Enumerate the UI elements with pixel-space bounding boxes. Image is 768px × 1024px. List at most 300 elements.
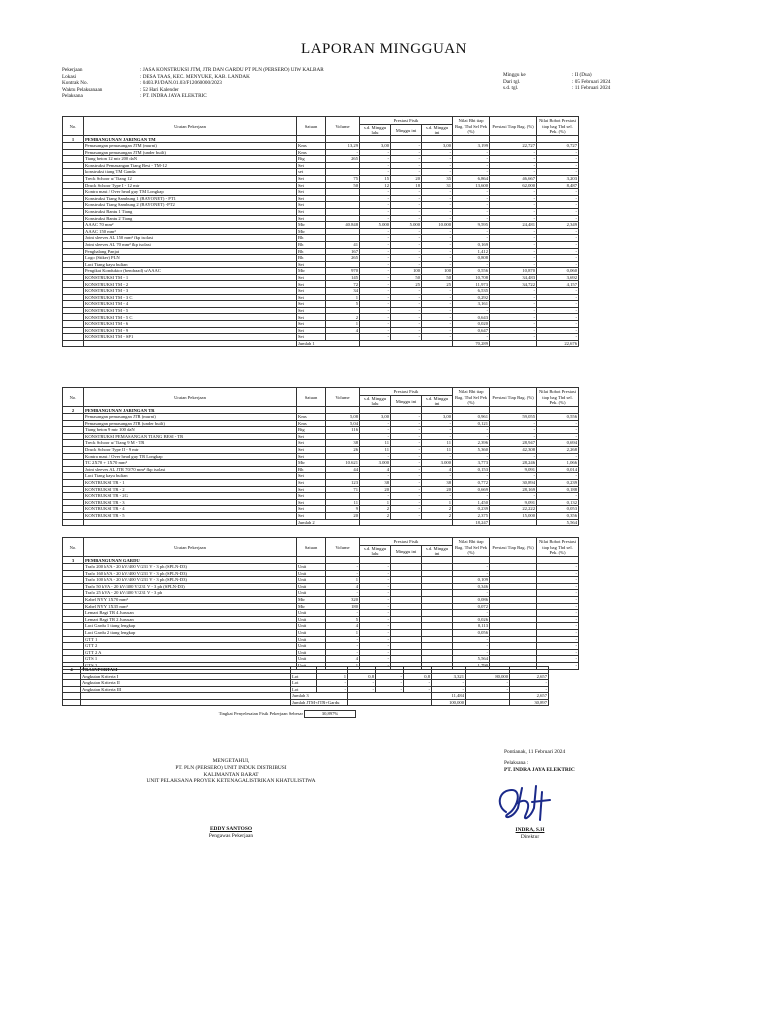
item-description: KONSTRUKSI TM - 9 bbox=[84, 327, 297, 334]
nilai-bobot: 0,694 bbox=[537, 440, 579, 447]
section-number: 2 bbox=[63, 407, 84, 414]
item-volume: 1 bbox=[326, 577, 360, 584]
executor-company: PT. INDRA JAYA ELEKTRIC bbox=[504, 766, 575, 773]
item-volume bbox=[326, 473, 360, 480]
sd-minggu-ini bbox=[422, 590, 453, 597]
table-row bbox=[63, 493, 579, 500]
nilai-bbt: - bbox=[453, 636, 490, 643]
prestasi-bag bbox=[490, 623, 537, 630]
section-title: PEMBANGUNAN JARINGAN TM bbox=[84, 136, 297, 143]
sd-minggu-lalu: - bbox=[360, 583, 391, 590]
item-unit: Set bbox=[297, 215, 326, 222]
row-no bbox=[63, 616, 84, 623]
empty-cell bbox=[490, 340, 537, 346]
nilai-bobot: - bbox=[537, 583, 579, 590]
prestasi-bag: - bbox=[490, 493, 537, 500]
item-unit: Unit bbox=[297, 590, 326, 597]
minggu-ini: 50 bbox=[391, 274, 422, 281]
item-description: Joint sleeves AL JTR 70/70 mm² fkp isolasi bbox=[84, 466, 297, 473]
nilai-bbt: 0,026 bbox=[453, 616, 490, 623]
empty-cell bbox=[291, 667, 317, 674]
item-unit: Unit bbox=[297, 649, 326, 656]
prestasi-bag bbox=[490, 603, 537, 610]
info-label: Kontrak No. bbox=[62, 80, 88, 87]
prestasi-bag bbox=[490, 643, 537, 650]
section-total-nilai: 18,247 bbox=[453, 519, 490, 525]
col-satuan-header: Satuan bbox=[297, 117, 326, 136]
table-row bbox=[63, 590, 579, 597]
signature-left-name-block bbox=[66, 826, 396, 840]
signature-left-line: UNIT PELAKSANA PROYEK KETENAGALISTRIKAN KHATULISTIWA bbox=[146, 778, 316, 785]
row-no bbox=[63, 686, 81, 693]
info-value: : 0403.PJ/DAN.01.03/F12060000/2023 bbox=[140, 80, 222, 87]
item-unit: Set bbox=[297, 440, 326, 447]
prestasi-bag bbox=[490, 564, 537, 571]
empty-cell bbox=[466, 699, 510, 705]
sd-minggu-lalu: - bbox=[360, 649, 391, 656]
col-nilai-bbt-header: Nilai Bbt tiap Bag. Thd Sel Pek (%) bbox=[453, 538, 490, 557]
col-volume-header: Volume bbox=[326, 388, 360, 407]
sd-minggu-lalu: - bbox=[360, 215, 391, 222]
item-description: GTS 1 bbox=[84, 656, 297, 663]
info-left-values bbox=[140, 67, 324, 100]
place-date: Pontianak, 11 Februari 2024 bbox=[504, 749, 566, 755]
sd-minggu-lalu: 0,8 bbox=[348, 673, 376, 680]
minggu-ini: - bbox=[391, 427, 422, 434]
empty-cell bbox=[510, 667, 549, 674]
row-no bbox=[63, 261, 84, 268]
empty-cell bbox=[391, 136, 422, 143]
nilai-bobot: - bbox=[537, 570, 579, 577]
nilai-bobot: - bbox=[537, 427, 579, 434]
item-volume: 4 bbox=[326, 583, 360, 590]
minggu-ini: - bbox=[391, 414, 422, 421]
section-total-row bbox=[63, 340, 579, 346]
sd-minggu-lalu: - bbox=[360, 493, 391, 500]
info-value: : PT. INDRA JAYA ELEKTRIC bbox=[140, 93, 207, 100]
nilai-bobot: - bbox=[537, 473, 579, 480]
row-no bbox=[63, 623, 84, 630]
table-row bbox=[63, 420, 579, 427]
prestasi-bag: - bbox=[490, 189, 537, 196]
minggu-ini: - bbox=[391, 440, 422, 447]
table-row bbox=[63, 486, 579, 493]
row-no bbox=[63, 656, 84, 663]
item-description: KONSTRUKSI TM - 3 C bbox=[84, 294, 297, 301]
nilai-bobot: - bbox=[537, 453, 579, 460]
prestasi-bag: 46,667 bbox=[490, 175, 537, 182]
item-unit: Kms bbox=[297, 420, 326, 427]
nilai-bbt: - bbox=[453, 590, 490, 597]
nilai-bobot: - bbox=[537, 603, 579, 610]
item-unit: Mtr bbox=[297, 268, 326, 275]
sd-minggu-lalu: 3,00 bbox=[360, 143, 391, 150]
table-header-row bbox=[63, 538, 579, 546]
nilai-bbt: 0,808 bbox=[453, 255, 490, 262]
info-value: : JASA KONSTRUKSI JTM, JTR DAN GARDU PT PLN (PERSERO) UIW KALBAR bbox=[140, 67, 324, 73]
row-no bbox=[63, 673, 81, 680]
minggu-ini: - bbox=[391, 499, 422, 506]
empty-cell bbox=[63, 519, 84, 525]
item-volume bbox=[326, 433, 360, 440]
prestasi-bag: 28,947 bbox=[490, 440, 537, 447]
item-description: KONSTRUKSI TM - 5 bbox=[84, 307, 297, 314]
col-nilai-bbt-header: Nilai Bbt tiap Bag. Thd Sel Pek (%) bbox=[453, 117, 490, 136]
item-volume: 20 bbox=[326, 512, 360, 519]
table-row bbox=[63, 623, 579, 630]
section-title-row bbox=[63, 557, 579, 564]
info-value: : DESA TAAS, KEC. MENYUKE, KAB. LANDAK bbox=[140, 73, 250, 80]
item-volume: 970 bbox=[326, 268, 360, 275]
nilai-bbt: 6,864 bbox=[453, 175, 490, 182]
nilai-bobot: - bbox=[537, 195, 579, 202]
sd-minggu-lalu: 3,00 bbox=[360, 414, 391, 421]
minggu-ini: - bbox=[391, 248, 422, 255]
item-volume: 38 bbox=[326, 440, 360, 447]
report-title: LAPORAN MINGGUAN bbox=[301, 41, 467, 57]
item-description: Trafo 50 kVA - 20 kV/400 V/231 V - 3 ph (SPLN-D3) bbox=[84, 583, 297, 590]
sd-minggu-lalu: - bbox=[360, 564, 391, 571]
row-no bbox=[63, 301, 84, 308]
nilai-bobot: 0,356 bbox=[537, 512, 579, 519]
sd-minggu-ini bbox=[422, 656, 453, 663]
item-description: Konstruksi Tiang Sambung 2 (BAYONET) -PT2 bbox=[84, 202, 297, 209]
sd-minggu-ini: - bbox=[422, 288, 453, 295]
empty-cell bbox=[537, 557, 579, 564]
col-nilai-bbt-header: Nilai Bbt tiap Bag. Thd Sel Pek (%) bbox=[453, 388, 490, 407]
nilai-bbt: 0,121 bbox=[453, 420, 490, 427]
item-volume: 1 bbox=[326, 662, 360, 669]
nilai-bobot: 0,014 bbox=[537, 466, 579, 473]
sd-minggu-ini: - bbox=[422, 493, 453, 500]
item-description: AAAC 150 mm² bbox=[84, 228, 297, 235]
nilai-bobot: - bbox=[537, 156, 579, 163]
table-row bbox=[63, 175, 579, 182]
prestasi-bag: - bbox=[490, 235, 537, 242]
col-prestasi-bag-header: Prestasi Tiap Bag. (%) bbox=[490, 538, 537, 557]
item-unit: Kms bbox=[297, 143, 326, 150]
nilai-bobot: - bbox=[537, 610, 579, 617]
info-label: Lokasi bbox=[62, 73, 77, 80]
prestasi-bag: - bbox=[490, 288, 537, 295]
item-volume bbox=[326, 215, 360, 222]
minggu-ini: - bbox=[391, 149, 422, 156]
minggu-ini bbox=[391, 610, 422, 617]
prestasi-bag: 9,091 bbox=[490, 499, 537, 506]
nilai-bobot: - bbox=[537, 643, 579, 650]
table-row bbox=[63, 149, 579, 156]
nilai-bbt: - bbox=[453, 169, 490, 176]
item-volume: 9 bbox=[326, 506, 360, 513]
nilai-bbt: - bbox=[453, 208, 490, 215]
item-description: Konstruksi Bantu 1 Tiang bbox=[84, 208, 297, 215]
item-unit: Set bbox=[297, 499, 326, 506]
item-volume: 1 bbox=[326, 629, 360, 636]
completion-label: Tingkat Penyelesaian Fisik Pekerjaan Sebesar bbox=[218, 711, 303, 717]
info-value: : II (Dua) bbox=[572, 72, 592, 78]
item-unit: Unit bbox=[297, 656, 326, 663]
prestasi-bag: - bbox=[490, 255, 537, 262]
table-row bbox=[63, 169, 579, 176]
row-no bbox=[63, 577, 84, 584]
sd-minggu-ini: - bbox=[422, 453, 453, 460]
table-row bbox=[63, 636, 579, 643]
item-description: Penghalang Panjat bbox=[84, 248, 297, 255]
nilai-bbt: - bbox=[453, 162, 490, 169]
row-no bbox=[63, 506, 84, 513]
sd-minggu-ini bbox=[422, 636, 453, 643]
row-no bbox=[63, 460, 84, 467]
minggu-ini: - bbox=[391, 479, 422, 486]
prestasi-bag: - bbox=[490, 248, 537, 255]
item-unit: Set bbox=[297, 208, 326, 215]
sd-minggu-lalu: 12 bbox=[360, 182, 391, 189]
prestasi-bag bbox=[490, 583, 537, 590]
executor-label: Pelaksana : bbox=[504, 759, 529, 766]
empty-cell bbox=[297, 557, 326, 564]
prestasi-bag: 59,055 bbox=[490, 414, 537, 421]
nilai-bbt: - bbox=[453, 149, 490, 156]
sd-minggu-ini: 100 bbox=[422, 268, 453, 275]
item-description: Pemasangan pemasangan JTM (murni) bbox=[84, 143, 297, 150]
nilai-bobot: - bbox=[510, 680, 549, 687]
col-sd-minggu-lalu-header: s.d. Minggu lalu bbox=[360, 125, 391, 136]
table-row bbox=[63, 616, 579, 623]
item-unit: Set bbox=[297, 195, 326, 202]
sd-minggu-ini: 38 bbox=[422, 479, 453, 486]
table-row bbox=[63, 649, 579, 656]
col-prestasi-bag-header: Prestasi Tiap Bag. (%) bbox=[490, 117, 537, 136]
table-row bbox=[63, 215, 579, 222]
col-prestasi-fisik-header: Prestasi Fisik bbox=[360, 538, 453, 546]
item-volume: 10.621 bbox=[326, 460, 360, 467]
sd-minggu-lalu: - bbox=[360, 162, 391, 169]
minggu-ini bbox=[391, 577, 422, 584]
nilai-bobot: - bbox=[537, 169, 579, 176]
sd-minggu-ini: 2 bbox=[422, 512, 453, 519]
empty-cell bbox=[360, 557, 391, 564]
nilai-bobot: - bbox=[537, 656, 579, 663]
minggu-ini: - bbox=[376, 673, 404, 680]
nilai-bbt: 0,669 bbox=[453, 486, 490, 493]
empty-cell bbox=[422, 136, 453, 143]
table-row bbox=[63, 261, 579, 268]
nilai-bobot: - bbox=[537, 623, 579, 630]
item-volume: 5 bbox=[326, 616, 360, 623]
item-volume: 4 bbox=[326, 656, 360, 663]
sd-minggu-lalu: - bbox=[360, 334, 391, 341]
info-label: Pekerjaan bbox=[62, 67, 83, 73]
minggu-ini: - bbox=[391, 228, 422, 235]
row-no bbox=[63, 248, 84, 255]
signature-right-block bbox=[504, 749, 575, 773]
item-volume: 116 bbox=[326, 427, 360, 434]
nilai-bbt: 13,600 bbox=[453, 182, 490, 189]
empty-cell bbox=[432, 667, 466, 674]
item-description: Pemasangan pemasangan JTM (under built) bbox=[84, 149, 297, 156]
item-description: Logo (Stiker) PLN bbox=[84, 255, 297, 262]
sd-minggu-lalu: - bbox=[360, 156, 391, 163]
empty-cell bbox=[422, 407, 453, 414]
prestasi-bag: - bbox=[490, 420, 537, 427]
table-row bbox=[63, 603, 579, 610]
table-row bbox=[63, 643, 579, 650]
prestasi-bag: 34,722 bbox=[490, 281, 537, 288]
info-label: s.d. tgl. bbox=[503, 85, 519, 92]
table-row bbox=[63, 596, 579, 603]
minggu-ini bbox=[391, 636, 422, 643]
sd-minggu-lalu: - bbox=[360, 643, 391, 650]
table-row bbox=[63, 301, 579, 308]
minggu-ini bbox=[391, 629, 422, 636]
nilai-bobot: - bbox=[537, 202, 579, 209]
nilai-bobot: 4,157 bbox=[537, 281, 579, 288]
item-unit: Kms bbox=[297, 414, 326, 421]
table-row bbox=[63, 564, 579, 571]
sd-minggu-ini: - bbox=[422, 241, 453, 248]
row-no bbox=[63, 499, 84, 506]
nilai-bbt: 5,360 bbox=[453, 446, 490, 453]
nilai-bbt: - bbox=[453, 427, 490, 434]
nilai-bbt: 2,396 bbox=[453, 440, 490, 447]
col-prestasi-fisik-header: Prestasi Fisik bbox=[360, 388, 453, 396]
nilai-bobot: 0,556 bbox=[537, 414, 579, 421]
sd-minggu-lalu: - bbox=[360, 202, 391, 209]
sd-minggu-ini: - bbox=[422, 255, 453, 262]
item-unit: Lot bbox=[291, 680, 317, 687]
item-description: Trafo 25 kVA - 20 kV/400 V/231 V - 3 ph bbox=[84, 590, 297, 597]
sd-minggu-lalu: - bbox=[360, 288, 391, 295]
nilai-bobot: - bbox=[537, 629, 579, 636]
nilai-bobot: 2,657 bbox=[510, 673, 549, 680]
item-volume: - bbox=[326, 636, 360, 643]
section-4-table bbox=[62, 666, 549, 706]
nilai-bobot: - bbox=[537, 334, 579, 341]
minggu-ini bbox=[391, 649, 422, 656]
item-description: Trafo 160 kVA - 20 kV/400 V/231 V - 3 ph (SPLN-D3) bbox=[84, 570, 297, 577]
table-row bbox=[63, 281, 579, 288]
signer-right-name: INDRA, S.H bbox=[515, 827, 545, 833]
table-header-row bbox=[63, 117, 579, 125]
nilai-bobot: 3,692 bbox=[537, 274, 579, 281]
nilai-bbt: 3,321 bbox=[432, 673, 466, 680]
sd-minggu-lalu: 20 bbox=[360, 486, 391, 493]
minggu-ini bbox=[391, 596, 422, 603]
item-description: KONSTRUKSI TM - 1 bbox=[84, 274, 297, 281]
item-description: Kabel NYY 1X35 mm² bbox=[84, 603, 297, 610]
section-total-nilai: 11,484 bbox=[432, 693, 466, 699]
nilai-bbt: 0,056 bbox=[453, 629, 490, 636]
minggu-ini: - bbox=[391, 460, 422, 467]
table-row bbox=[63, 268, 579, 275]
item-unit: Unit bbox=[297, 570, 326, 577]
section-3-table bbox=[62, 537, 579, 670]
nilai-bobot: - bbox=[537, 228, 579, 235]
item-unit: Bh bbox=[297, 255, 326, 262]
prestasi-bag: - bbox=[466, 680, 510, 687]
nilai-bobot: - bbox=[537, 162, 579, 169]
empty-cell bbox=[326, 557, 360, 564]
col-uraian-header: Uraian Pekerjaan bbox=[84, 538, 297, 557]
item-description: Konstruksi Pemasangan Tiang Besi - TM-12 bbox=[84, 162, 297, 169]
nilai-bobot: - bbox=[537, 420, 579, 427]
empty-cell bbox=[404, 667, 432, 674]
row-no bbox=[63, 479, 84, 486]
nilai-bobot: - bbox=[537, 433, 579, 440]
row-no bbox=[63, 281, 84, 288]
item-unit: Unit bbox=[297, 629, 326, 636]
item-unit: Bh bbox=[297, 248, 326, 255]
item-unit: Set bbox=[297, 175, 326, 182]
item-description: KONTRUKSI TR - 1 bbox=[84, 479, 297, 486]
sd-minggu-lalu: 11 bbox=[360, 440, 391, 447]
prestasi-bag: - bbox=[490, 228, 537, 235]
item-volume: 320 bbox=[326, 596, 360, 603]
grand-total-nilai: 100,000 bbox=[432, 699, 466, 705]
col-minggu-ini-header: Minggu ini bbox=[391, 546, 422, 557]
nilai-bbt: 5,564 bbox=[453, 656, 490, 663]
section-total-row bbox=[63, 519, 579, 525]
row-no bbox=[63, 314, 84, 321]
empty-cell bbox=[376, 667, 404, 674]
item-unit: Set bbox=[297, 446, 326, 453]
item-volume: - bbox=[326, 570, 360, 577]
item-unit: Bh bbox=[297, 466, 326, 473]
sd-minggu-ini: - bbox=[422, 261, 453, 268]
nilai-bbt: 0,346 bbox=[453, 583, 490, 590]
sd-minggu-lalu: 3.000 bbox=[360, 460, 391, 467]
table-row bbox=[63, 414, 579, 421]
nilai-bbt: 3,161 bbox=[453, 301, 490, 308]
item-volume: 13,29 bbox=[326, 143, 360, 150]
table-row bbox=[63, 629, 579, 636]
item-description: KONTRUKSI TR - 2G bbox=[84, 493, 297, 500]
nilai-bbt: 3,773 bbox=[453, 460, 490, 467]
completion-value: 30,897% bbox=[305, 711, 356, 718]
table-row bbox=[63, 248, 579, 255]
table-row bbox=[63, 446, 579, 453]
table-row bbox=[63, 162, 579, 169]
prestasi-bag: 28,169 bbox=[490, 486, 537, 493]
table-row bbox=[63, 202, 579, 209]
item-description: KONSTRUKSI TM - 5 C bbox=[84, 314, 297, 321]
item-description: GTT 2 A bbox=[84, 649, 297, 656]
minggu-ini: - bbox=[391, 261, 422, 268]
minggu-ini: - bbox=[391, 307, 422, 314]
item-volume: - bbox=[326, 149, 360, 156]
nilai-bobot: - bbox=[537, 577, 579, 584]
table-row bbox=[63, 156, 579, 163]
prestasi-bag: - bbox=[490, 321, 537, 328]
sd-minggu-ini: - bbox=[422, 195, 453, 202]
item-volume: 1 bbox=[317, 673, 348, 680]
table-row bbox=[63, 143, 579, 150]
item-description: Pemasangan pemasangan JTR (under built) bbox=[84, 420, 297, 427]
item-description: Druck Schoor Type II - 9 mtr bbox=[84, 446, 297, 453]
sd-minggu-lalu: 38 bbox=[360, 479, 391, 486]
empty-cell bbox=[422, 557, 453, 564]
table-row bbox=[63, 288, 579, 295]
sd-minggu-ini: - bbox=[422, 334, 453, 341]
nilai-bbt: 1,450 bbox=[453, 499, 490, 506]
prestasi-bag: 34,483 bbox=[490, 274, 537, 281]
nilai-bobot: - bbox=[537, 493, 579, 500]
sd-minggu-lalu: - bbox=[360, 629, 391, 636]
empty-cell bbox=[360, 340, 453, 346]
item-volume: 123 bbox=[326, 479, 360, 486]
prestasi-bag: - bbox=[490, 195, 537, 202]
sd-minggu-ini: - bbox=[422, 169, 453, 176]
